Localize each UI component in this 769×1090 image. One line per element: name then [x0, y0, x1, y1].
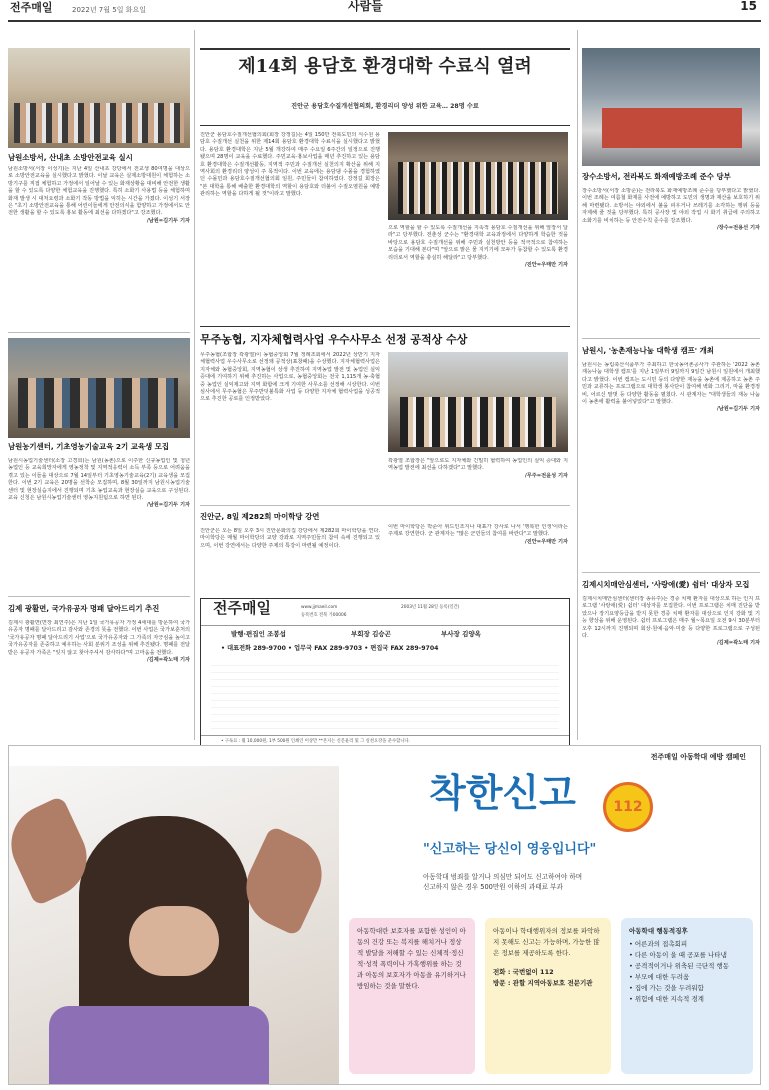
masthead-footer: • 구독료 : 월 10,000원, 1부 500원 인쇄인 이상만 **본지는 신문윤리 및 그 실천요강을 준수합니다. [221, 739, 410, 744]
article-a5-body-left: 무주농협(조합장 곽광열)이 농협중앙회 7월 정례조회에서 2022년 상반기 지자체협력사업 우수사무소로 선정돼 공적상(표창패)을 수상했다. 지자체협력사업은 지자체와 농협중앙회, 지역농협이 상생 추진하여 지역농업 발전 및 농업인 실익증대에 기여하기 위해 추진하는 사업으로, 농협중앙회는 전국 1,115개 농·축협 중 농업인 실익제고와 지역 화합에 크게 기여한 사무소를 선정해 시상한다. 이번 심사에서 무주농협은 무주반딧불특화 사업 등 다양한 지자체 협력사업을 성공적으로 추진한 공로를 인정받았다. [200, 352, 380, 403]
rule [582, 572, 760, 573]
sign-item: • 어른과의 접촉회피 [629, 940, 688, 948]
photo-fire-safety-class [8, 48, 190, 148]
brand-logo: 전주매일 [10, 1, 53, 14]
ad-photo-child [9, 766, 339, 1085]
lead-subheadline: 진안군 용담호수질개선협의회, 환경리더 양성 위한 교육… 28명 수료 [291, 103, 479, 110]
article-a6-body-left: 진안군은 오는 8일 오후 3시 진안문화의집 강당에서 제282회 마이학당을 연다. 마이학당은 매월 마이학당의 교양 강좌로 지역주민들의 참여 속에 진행되고 있으며, 이번 강연에서는 다양한 주제의 특강이 마련될 예정이다. [200, 528, 380, 549]
lead-headline: 제14회 용담호 환경대학 수료식 열려 [238, 56, 532, 77]
photo-farming-class [8, 338, 190, 438]
ad-desc-1: 아동학대 범죄를 알거나 의심만 되어도 신고하여야 하며 [423, 873, 583, 881]
headline-a2: 남원농기센터, 기초영농기술교육 2기 교육생 모집 [8, 442, 170, 451]
photo-graduation-group [388, 132, 568, 220]
sign-item: • 부모에 대한 두려움 [629, 973, 690, 981]
ad-box-signs: 아동학대 행동적징후 • 어른과의 접촉회피 • 다른 아동이 울 때 공포를 나타냄 • 공격적이거나 위축된 극단적 행동 • 부모에 대한 두려움 • 집에 가는 것을 두려워함 • 위험에 대한 지속적 경계 [621, 918, 753, 1074]
article-a4-body-right: 으로 역할을 할 수 있도록 수질개선을 지속적 용담호 수질개선을 위해 앞장서 달라"고 당부했다. 전춘성 군수는 "환경대학 교육과정에서 다양하게 학습한 것을 바탕으로 용담호 수질개선을 위해 주민과 실천방안 등을 적극적으로 참여하는 모습을 기대해 본다"며 "앞으로 맑은 물 지키기에 모두가 동참할 수 있도록 환경리더로서 역할을 충실히 해달라"고 당부했다. /진안=우태만 기자 [388, 225, 568, 269]
ad-box-definition: 아동학대란 보호자를 포함한 성인이 아동의 건강 또는 복지를 해치거나 정상적 발달을 저해할 수 있는 신체적·정신적·성적 폭력이나 가혹행위를 하는 것과 아동의 보호자가 아동을 유기하거나 방임하는 것을 말한다. [349, 918, 475, 1074]
masthead-brand: 전주매일 [213, 599, 271, 617]
headline-a7: 장수소방서, 전라북도 화재예방조례 준수 당부 [582, 172, 731, 181]
sign-item: • 위험에 대한 지속적 경계 [629, 995, 704, 1003]
article-a9-body: 김제시치매안심센터(센터장 송유주)는 경증 치매 환자를 대상으로 하는 인지 프로그램 '사랑애(愛) 쉼터' 대상자를 모집한다. 이번 프로그램은 치매 진단을 받았으나 장기요양등급을 받지 못한 경증 치매 환자를 대상으로 인지 강화 및 기능 향상을 위해 운영된다. 쉼터 프로그램은 매주 월~목요일 오전 9시 30분부터 오후 12시까지 진행되며 회상·원예·음악·미술 등 다양한 프로그램으로 구성된다. /김제=곽노태 기자 [582, 596, 760, 647]
masthead-box [200, 598, 570, 750]
headline-a9: 김제시치매안심센터, '사랑애(愛) 쉼터' 대상자 모집 [582, 580, 750, 589]
issue-date: 2022년 7월 5일 화요일 [72, 6, 146, 14]
ad-logo: 착한신고 [429, 771, 576, 815]
article-a8-body: 남원시는 농림축산식품부가 주최하고 한국농어촌공사가 주관하는 '2022 농촌재능나눔 대학생 캠프'를 지난 1일부터 9일까지 9일간 남원시 일원에서 개최했다고 밝혔다. 이번 캠프는 도시민 등의 다양한 재능을 농촌에 제공하고 농촌 주민과 교류하는 프로그램으로 대학생 봉사단이 참여해 벽화 그리기, 마을 환경정비, 어르신 말벗 등 다양한 활동을 펼쳤다. 시 관계자는 "대학생들의 재능 나눔이 농촌에 활력을 불어넣었다"고 말했다. /남원=김기두 기자 [582, 362, 760, 413]
headline-a5: 무주농협, 지자체협력사업 우수사무소 선정 공적상 수상 [200, 333, 468, 346]
child-abuse-ad [8, 745, 761, 1085]
rule [582, 338, 760, 339]
ad-desc-2: 신고하지 않은 경우 500만원 이하의 과태료 부과 [423, 883, 563, 891]
page-header [8, 0, 761, 22]
masthead-publisher: 발행·편집인 조봉섭 [231, 630, 286, 638]
headline-a6: 진안군, 8일 제282회 마이학당 강연 [200, 512, 320, 521]
sign-item: • 집에 가는 것을 두려워함 [629, 984, 704, 992]
headline-a8: 남원시, '농촌재능나눔 대학생 캠프' 개최 [582, 346, 714, 355]
ad-box-report: 아동이나 학대행위자의 정보를 파악하지 못해도 신고는 가능하며, 가능한 많은 정보를 제공하도록 한다. 전화 : 국번없이 112 방문 : 관할 지역아동보호 전문기관 [485, 918, 611, 1074]
sign-item: • 공격적이거나 위축된 극단적 행동 [629, 962, 730, 970]
headline-a1: 남원소방서, 산내초 소방안전교육 실시 [8, 153, 133, 162]
masthead-vp: 부사장 김양옥 [441, 630, 481, 638]
section-title: 사람들 [348, 0, 383, 13]
article-a2-body: 남원시농업기술센터(소장 고경희)는 남원(농촌)으로 이주한 신규농업인 및 청년농업인 등 교육희망자에게 영농정착 및 지역적응력이 소득 부족 등으로 어려움을 겪고 있는 이들을 대상으로 7월 14일부터 기초영농기술교육(2기) 교육생을 모집한다. 이번 2기 교육은 20명을 선착순 모집하며, 8월 30일까지 남원시농업기술센터 및 현장실습지에서 진행되며 기초 농업교육과 현장실습 교육으로 구성된다. 교육 신청은 남원시농업기술센터 영농지원팀으로 하면 된다. /남원=김기두 기자 [8, 458, 190, 509]
photo-fire-station [582, 48, 760, 166]
headline-a3: 김제 광활면, 국가유공자 명패 달아드리기 추진 [8, 604, 160, 613]
column-divider [194, 30, 195, 740]
rule [200, 326, 570, 327]
article-a6-body-right: 이번 마이학당은 박준아 위드인조지나 대표가 강사로 나서 '행복한 인생'이라는 주제로 강연한다. 군 관계자는 "많은 군민들의 참여를 바란다"고 말했다. /진안=우태만 기자 [388, 524, 568, 545]
masthead-phones: • 대표전화 289-9700 • 업무국 FAX 289-9703 • 편집국 FAX 289-9704 [221, 645, 439, 652]
ad-112-badge: 112 [603, 782, 653, 832]
rule [200, 505, 570, 506]
article-a1-body: 남원소방서(서장 이성기)는 지난 4일 산내초 강당에서 전교생 80여명을 대상으로 소방안전교육을 실시했다고 밝혔다. 이날 교육은 실제소방대원이 체험하는 소방기구를 직접 체험하고 가정에서 일어날 수 있는 화재상황을 대비해 안전한 생활을 할 수 있도록 다양한 체험교육을 진행했다. 특히 소화기 사용법 등을 체험하며 화재 발생 시 대처요령과 소화기 작동 방법을 익히는 시간을 가졌다. 이성기 서장은 "초기 소방안전교육을 통해 어린이들에게 안전의식을 함양하고 가정에서도 안전한 생활을 할 수 있도록 홍보 활동에 최선을 다하겠다"고 강조했다. /남원=김기두 기자 [8, 166, 190, 224]
column-divider [577, 30, 578, 740]
ad-slogan: "신고하는 당신이 영웅입니다" [423, 842, 597, 857]
article-a7-body: 장수소방서(서장 소방준)는 전라북도 화재예방조례 준수를 당부했다고 밝혔다. 이번 조례는 여름철 화재를 사전에 예방하고 도민의 생명과 재산을 보호하기 위해 마련됐다. 소방서는 야외에서 불을 피우거나 쓰레기를 소각하는 행위 등을 자제해 줄 것을 당부했다. 특히 공사장 및 야외 작업 시 화기 취급에 주의하고 소화기를 비치하는 등 안전수칙 준수를 강조했다. /장수=전용선 기자 [582, 188, 760, 232]
sign-item: • 다른 아동이 울 때 공포를 나타냄 [629, 951, 727, 959]
masthead-vice-chair: 부회장 김승곤 [351, 630, 391, 638]
masthead-reg: 등록번호 전북 가00006 [301, 613, 347, 618]
rule [8, 596, 190, 597]
masthead-url: www.jjmaeil.com [301, 605, 338, 610]
article-a4-body-left: 진안군 용담호수질개선협의회(회장 강정길)는 4일 150만 전북도민의 식수원 용담호 수질개선 실천을 위한 제14회 용담호 환경대학 수료식을 실시했다고 밝혔다. 용담호 환경대학은 지난 5월 개강하여 매주 수요일 6주간의 일정으로 진행됐으며 28명이 교육을 수료했다. 주민교육·홍보사업을 매년 추진하고 있는 용담호 환경대학은 수질개선활동, 지역적 주민과 수질개선 실천의지 확산을 위해 지역사회의 환경리더 양성이 주 목적이다. 이번 교육에는 용담댐 수몰을 경험하였던 수몰민과 용담호수질개선협의회 임원, 주민들이 참여하였다. 강정길 회장은 "본 대학을 통해 배출한 환경대학의 역할이 용담호와 더불어 수질오염원을 예방 관리하는 역할을 다하게 될 것"이라고 말했다. [200, 132, 380, 198]
article-a5-body-right: 곽광열 조합장은 "앞으로도 지자체와 긴밀히 협력하여 농업인의 실익 증대와 지역농업 발전에 최선을 다하겠다"고 말했다. /무주=전윤성 기자 [388, 458, 568, 479]
masthead-info: 2003년 11월 28일 등록(일간) [401, 605, 460, 610]
article-a3-body: 김제시 광활면(면장 최연주)은 지난 1일 국가유공자 가정 4세대를 방문하여 국가유공자 명패를 달아드리고 감사와 존경의 뜻을 전했다. 이번 사업은 국가보훈처의 '국가유공자 명패 달아드리기 사업'으로 국가유공자와 그 가족의 자긍심을 높이고 국가유공자를 존중하고 예우하는 사회 분위기 조성을 위해 추진됐다. 명패를 전달받은 유공자 가족은 "잊지 않고 찾아주셔서 감사하다"며 고마움을 전했다. /김제=곽노태 기자 [8, 620, 190, 664]
rule [8, 332, 190, 333]
photo-award-ceremony [388, 352, 568, 452]
bureau-directory [211, 659, 559, 733]
page-number: 15 [740, 0, 757, 13]
ad-campaign: 전주매일 아동학대 예방 캠페인 [650, 753, 746, 761]
